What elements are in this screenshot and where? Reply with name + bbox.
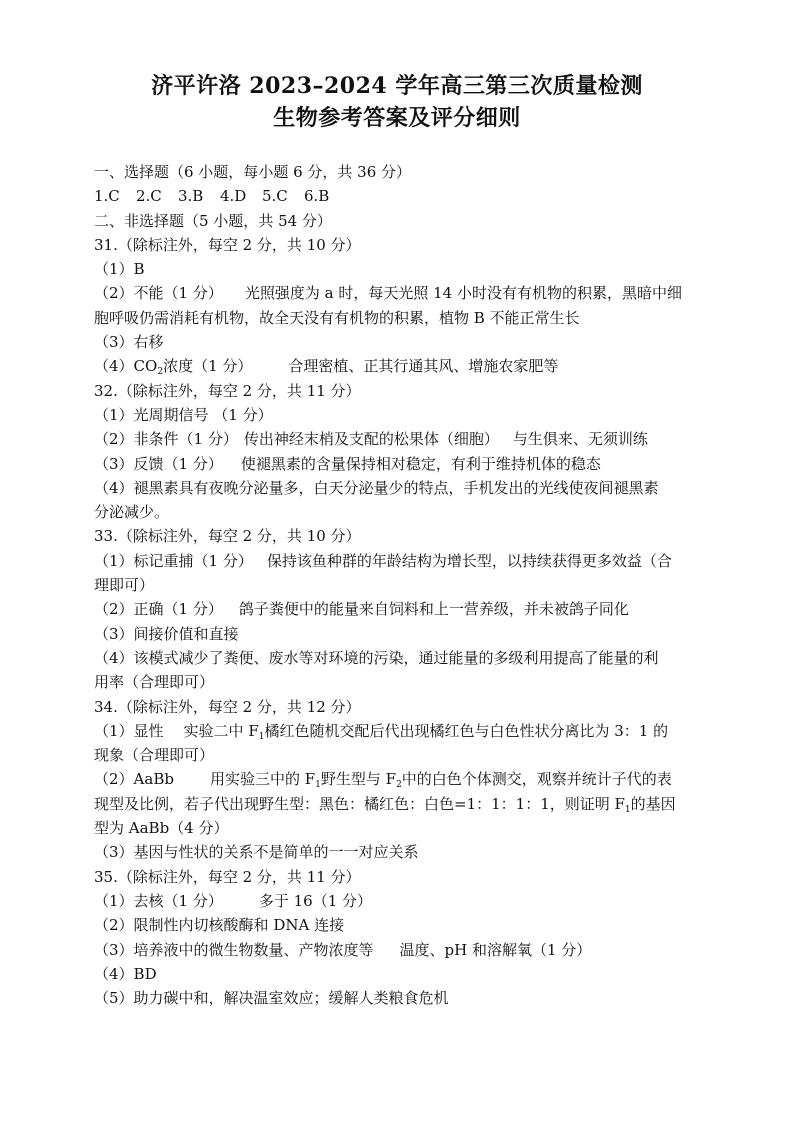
q34-answer-2-text-end: 中的白色个体测交，观察并统计子代的表 [401,770,672,789]
q34-answer-3: （3）基因与性状的关系不是简单的一一对应关系 [94,843,419,862]
mc-answer-5: 5.C [262,187,288,206]
section-heading-free-response: 二、非选择题（5 小题，共 54 分） [94,211,332,230]
q31-answer-3: （3）右移 [94,333,164,352]
f1-subscript: 1 [624,804,631,815]
q31-answer-2-continued: 胞呼吸仍需消耗有机物，故全天没有有机物的积累，植物 B 不能正常生长 [94,308,580,327]
q33-answer-1 [94,549,704,573]
answer-content [94,160,704,1010]
q34-answer-2-continued-1 [94,792,704,816]
q33-heading: 33.（除标注外，每空 2 分，共 10 分） [94,527,361,546]
q34-answer-1-text-end: 橘红色随机交配后代出现橘红色与白色性状分离比为 3：1 的 [264,721,669,740]
q31-answer-4-text: 合理密植、正其行通其风、增施农家肥等 [288,357,559,376]
mc-answer-3: 3.B [178,187,204,206]
q32-answer-1: （1）光周期信号 （1 分） [94,405,273,424]
q35-answer-3-label: （3）培养液中的微生物数量、产物浓度等 [94,940,374,959]
q33-answer-1-text: 保持该鱼种群的年龄结构为增长型，以持续获得更多效益（合 [266,551,672,570]
q31-heading: 31.（除标注外，每空 2 分，共 10 分） [94,235,361,254]
document-title: 济平许洛 2023–2024 学年高三第三次质量检测 [151,73,643,99]
q32-answer-3-text: 使褪黑素的含量保持相对稳定，有利于维持机体的稳态 [240,454,601,473]
q34-answer-2 [94,767,704,791]
q34-answer-2-label: （2）AaBb [94,770,174,789]
q35-answer-1-label: （1）去核（1 分） [94,891,223,910]
q34-answer-1 [94,719,704,743]
q31-answer-4-label: （4）CO [94,357,158,376]
q32-answer-2-text: 传出神经末梢及支配的松果体（细胞） [243,430,499,449]
q35-heading: 35.（除标注外，每空 2 分，共 11 分） [94,867,361,886]
q35-answer-3-text: 温度、pH 和溶解氧（1 分） [399,940,592,959]
f2-subscript: 2 [396,780,402,791]
document-subtitle: 生物参考答案及评分细则 [273,105,521,131]
q33-answer-3: （3）间接价值和直接 [94,624,239,643]
q35-answer-1 [94,889,704,913]
q34-answer-2-cont-text: 现型及比例，若子代出现野生型：黑色：橘红色：白色=1：1：1：1，则证明 F [94,794,625,813]
q31-answer-2 [94,281,704,305]
q32-answer-4: （4）褪黑素具有夜晚分泌量多，白天分泌量少的特点，手机发出的光线使夜间褪黑素 [94,478,659,497]
q35-answer-3 [94,938,704,962]
q32-heading: 32.（除标注外，每空 2 分，共 11 分） [94,381,361,400]
q33-answer-2-label: （2）正确（1 分） [94,600,223,619]
q34-answer-1-text: 实验二中 F [183,721,259,740]
q34-answer-2-cont-end: 的基因 [630,794,676,813]
q35-answer-1-text: 多于 16（1 分） [258,891,373,910]
q31-answer-2-label: （2）不能（1 分） [94,284,223,303]
co2-subscript: 2 [157,367,164,378]
q32-answer-3 [94,452,704,476]
q33-answer-1-label: （1）标记重捕（1 分） [94,551,253,570]
f1-subscript: 1 [258,731,265,742]
q34-answer-2-text: 用实验三中的 F [209,770,316,789]
q31-answer-1: （1）B [94,260,145,279]
q33-answer-1-continued: 理即可） [94,576,155,595]
multiple-choice-answers [94,184,704,208]
q31-answer-2-text: 光照强度为 a 时，每天光照 14 小时没有有机物的积累，黑暗中细 [244,284,682,303]
q33-answer-2-text: 鸽子粪便中的能量来自饲料和上一营养级，并未被鸽子同化 [238,600,629,619]
f1-subscript: 1 [315,780,321,791]
q34-answer-2-text-mid: 野生型与 F [320,770,397,789]
q33-answer-4: （4）该模式减少了粪便、废水等对环境的污染，通过能量的多级利用提高了能量的利 [94,648,659,667]
q31-answer-4 [94,354,704,378]
q32-answer-4-continued: 分泌减少。 [94,503,170,522]
q32-answer-2-label: （2）非条件（1 分） [94,430,238,449]
mc-answer-6: 6.B [304,187,330,206]
q35-answer-4: （4）BD [94,964,157,983]
mc-answer-4: 4.D [220,187,247,206]
section-heading-multiple-choice: 一、选择题（6 小题，每小题 6 分，共 36 分） [94,163,412,181]
q31-answer-4-label-end: 浓度（1 分） [163,357,253,376]
mc-answer-2: 2.C [136,187,162,206]
mc-answer-1: 1.C [94,187,120,206]
q33-answer-2 [94,597,704,621]
q35-answer-5: （5）助力碳中和，解决温室效应；缓解人类粮食危机 [94,989,449,1008]
q35-answer-2: （2）限制性内切核酸酶和 DNA 连接 [94,916,345,935]
q34-answer-1-label: （1）显性 [94,721,164,740]
q34-answer-2-continued-2: 型为 AaBb（4 分） [94,819,229,838]
q34-heading: 34.（除标注外，每空 2 分，共 12 分） [94,697,361,716]
q33-answer-4-continued: 用率（合理即可） [94,673,215,692]
q34-answer-1-continued: 现象（合理即可） [94,746,215,765]
q32-answer-2-text-2: 与生俱来、无须训练 [512,430,648,449]
q32-answer-2 [94,427,704,451]
q32-answer-3-label: （3）反馈（1 分） [94,454,223,473]
